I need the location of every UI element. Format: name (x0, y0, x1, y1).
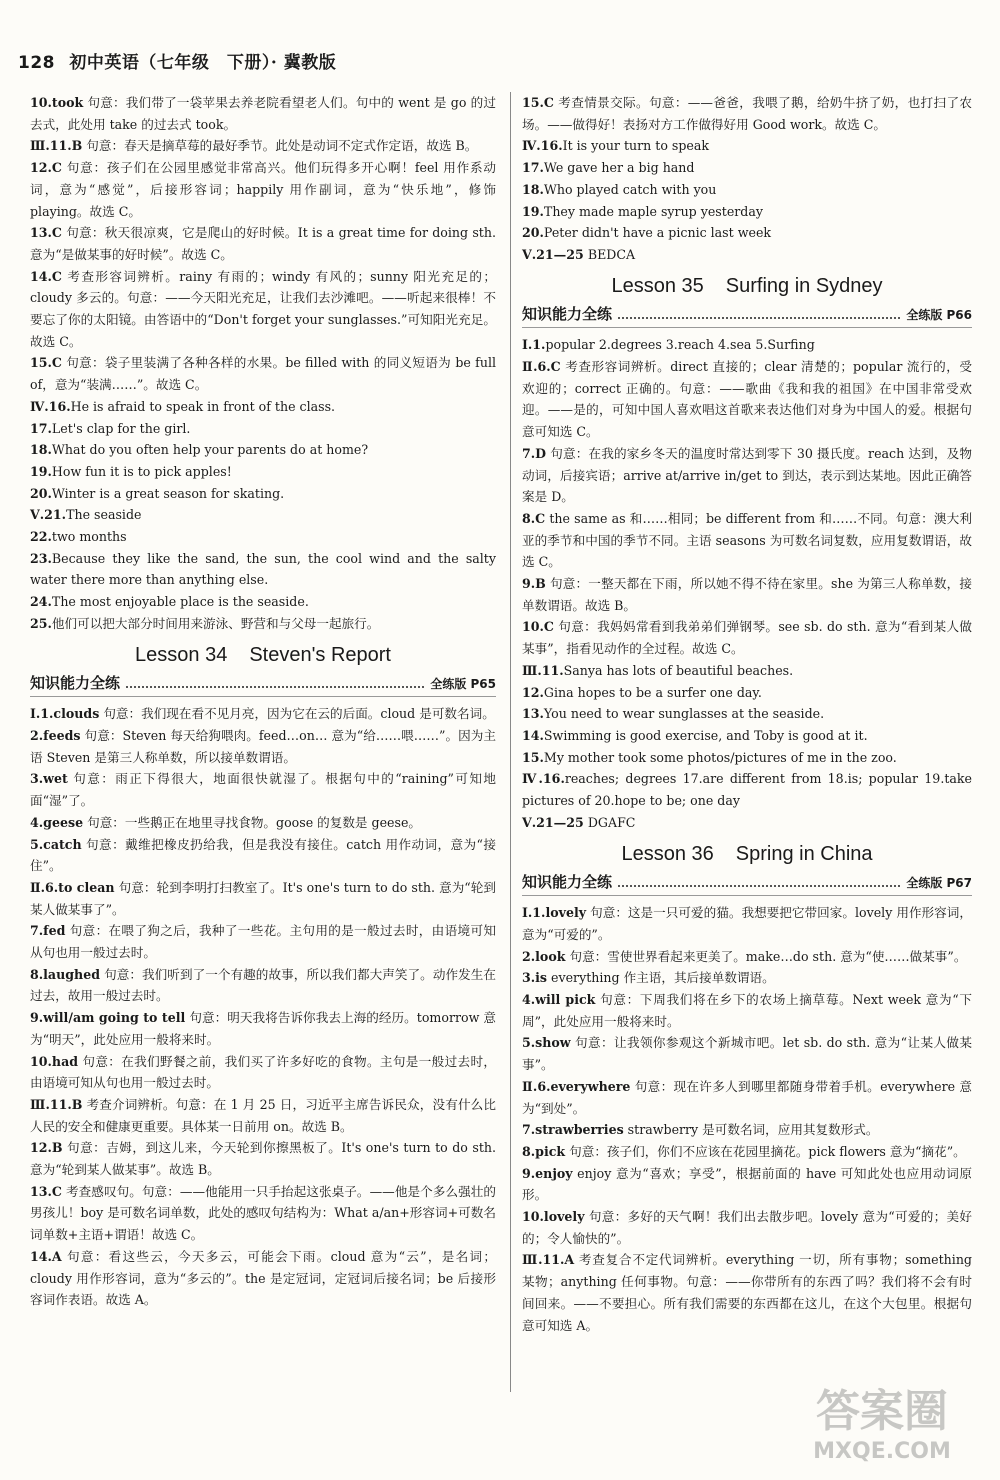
answer-explanation: popular 2.degrees 3.reach 4.sea 5.Surfing (545, 337, 815, 353)
answer-item (30, 504, 496, 526)
answer-explanation: 句意：袋子里装满了各种各样的水果。be filled with 的同义短语为 be full of，意为“装满……”。故选 C。 (30, 355, 496, 393)
answer-item (30, 135, 496, 157)
answer-explanation: 考查感叹句。句意：——他能用一只手抬起这张桌子。——他是个多么强壮的男孩儿！boy 是可数名词单数，此处的感叹句结构为：What a/an+形容词+可数名词单数+主语+谓语！故选 C。 (30, 1183, 496, 1243)
answer-explanation: 句意：轮到李明打扫教室了。It's one's turn to do sth. 意为“轮到某人做某事了”。 (30, 879, 496, 917)
answer-key: 7.strawberries (522, 1122, 624, 1138)
answer-explanation: 句意：春天是摘草莓的最好季节。此处是动词不定式作定语，故选 B。 (82, 138, 478, 154)
answer-item (522, 946, 972, 968)
answer-key: 4.will pick (522, 992, 596, 1008)
answer-item (30, 439, 496, 461)
answer-key: 10.took (30, 95, 84, 110)
answer-item (522, 660, 972, 682)
answer-key: 23. (30, 550, 52, 566)
answer-item (522, 616, 972, 659)
lesson-heading (522, 840, 972, 868)
answer-explanation: 句意：在喂了狗之后，我种了一些花。主句用的是一般过去时，由语境可知从句也用一般过去时。 (30, 923, 496, 961)
answer-key: 13.C (30, 1183, 62, 1199)
answer-key: 17. (30, 420, 52, 436)
answer-item (30, 1007, 496, 1050)
answer-explanation: Let's clap for the girl. (51, 420, 191, 436)
answer-explanation: Swimming is good exercise, and Toby is good at it. (543, 727, 868, 743)
answer-key: 24. (30, 594, 52, 610)
answer-item (522, 768, 972, 811)
section-header (522, 304, 972, 329)
answer-key: 8.pick (522, 1143, 566, 1159)
answer-key: 2.look (522, 948, 566, 964)
answer-key: Ⅲ.11. (522, 662, 564, 678)
answer-key: Ⅴ.21—25 (522, 814, 584, 830)
answer-item (522, 682, 972, 704)
answer-key: 25. (30, 615, 52, 631)
answer-item (30, 768, 496, 811)
answer-key: Ⅱ.6.C (522, 359, 561, 375)
answer-explanation: 句意：雪使世界看起来更美了。make…do sth. 意为“使……做某事”。 (565, 948, 967, 964)
answer-item (30, 591, 496, 613)
answer-key: 20. (522, 225, 544, 241)
answer-explanation: 句意：看这些云，今天多云，可能会下雨。cloud 意为“云”，是名词；cloudy 用作形容词，意为“多云的”。the 是定冠词，定冠词后接名词；be 后接形容词作表语。故选 A。 (30, 1248, 497, 1308)
answer-explanation: 他们可以把大部分时间用来游泳、野营和与父母一起旅行。 (51, 615, 380, 631)
answer-item (522, 1206, 972, 1249)
answer-key: Ⅳ.16. (30, 398, 71, 414)
answer-key: 8.laughed (30, 966, 101, 982)
answer-key: 5.catch (30, 836, 82, 852)
answer-item (522, 356, 972, 443)
lesson-title: Steven's Report (249, 643, 391, 666)
answer-explanation: Winter is a great season for skating. (51, 485, 285, 501)
page-header (18, 48, 336, 73)
answer-key: Ⅰ.1.lovely (522, 905, 587, 921)
answer-item (522, 812, 972, 834)
answer-item (522, 157, 972, 179)
answer-explanation: 句意：让我领你参观这个新城市吧。let sb. do sth. 意为“让某人做某事”。 (522, 1035, 972, 1073)
answer-explanation: It is your turn to speak (562, 138, 710, 154)
answer-explanation: How fun it is to pick apples! (51, 463, 232, 479)
answer-key: 12.C (30, 160, 62, 176)
answer-key: 10.C (522, 619, 554, 635)
answer-key: 12. (522, 684, 544, 700)
lesson-title: Spring in China (735, 842, 873, 865)
answer-key: 14.C (30, 268, 62, 284)
answer-explanation: 句意：我们带了一袋苹果去养老院看望老人们。句中的 went 是 go 的过去式，此处用 take 的过去式 took。 (30, 95, 496, 132)
lesson-number: Lesson 35 (611, 274, 704, 297)
answer-item (30, 834, 496, 877)
answer-key: 22. (30, 529, 52, 545)
answer-explanation: the same as 和……相同；be different from 和……不同。句意：澳大利亚的季节和中国的季节不同。主语 seasons 为可数名词复数，应用复数谓语，故选 C。 (522, 510, 972, 570)
answer-key: 13. (522, 706, 544, 722)
answer-key: 18. (522, 181, 544, 197)
answer-item (30, 352, 496, 395)
answer-item (30, 1181, 496, 1246)
answer-item (30, 812, 496, 834)
answer-key: 17. (522, 160, 544, 176)
answer-item (30, 92, 496, 135)
answer-explanation: The most enjoyable place is the seaside. (51, 594, 309, 610)
answer-key: 8.C (522, 510, 546, 526)
page-reference: 全练版 P67 (906, 875, 972, 890)
answer-key: Ⅳ.16. (522, 138, 563, 154)
answer-item (30, 548, 496, 591)
answer-key: 4.geese (30, 814, 84, 830)
answer-item (522, 703, 972, 725)
answer-item (30, 222, 496, 265)
leader-dots (126, 686, 424, 688)
answer-item (522, 1119, 972, 1141)
answer-item (522, 443, 972, 508)
answer-explanation: The seaside (66, 507, 142, 523)
answer-explanation: We gave her a big hand (543, 160, 695, 176)
watermark-logo (782, 1376, 982, 1466)
answer-key: 10.had (30, 1053, 79, 1069)
answer-explanation: Peter didn't have a picnic last week (543, 225, 772, 241)
answer-item (522, 725, 972, 747)
answer-key: 10.lovely (522, 1209, 585, 1225)
lesson-number: Lesson 36 (621, 842, 714, 865)
answer-explanation: 句意：一整天都在下雨，所以她不得不待在家里。she 为第三人称单数，接单数谓语。故选 B。 (522, 576, 972, 613)
answer-item (30, 157, 496, 222)
answer-key: Ⅴ.21—25 (522, 246, 584, 262)
answer-key: Ⅰ.1. (522, 337, 546, 353)
answer-explanation: two months (51, 529, 127, 545)
section-header (522, 872, 972, 897)
answer-item (522, 902, 972, 945)
answer-explanation: 考查复合不定代词辨析。everything 一切，所有事物；something 某物；anything 任何事物。句意：——你带所有的东西了吗？我们将不会有时间回来。——不要担心。所有我们需要的东西都在这儿，在这个大包里。根据句意可知选 A。 (522, 1252, 972, 1333)
answer-key: Ⅳ.16. (522, 771, 565, 787)
lesson-title: Surfing in Sydney (725, 274, 883, 297)
answer-explanation: 句意：我们现在看不见月亮，因为它在云的后面。cloud 是可数名词。 (99, 706, 495, 722)
page-reference: 全练版 P65 (430, 676, 496, 691)
answer-explanation: Because they like the sand, the sun, the cool wind and the salty water there more than anything else. (30, 550, 496, 588)
answer-explanation: Gina hopes to be a surfer one day. (543, 684, 762, 700)
answer-item (522, 747, 972, 769)
answer-explanation: 考查介词辨析。句意：在 1 月 25 日，习近平主席告诉民众，没有什么比人民的安全和健康更重要。具体某一日前用 on。故选 B。 (30, 1096, 496, 1134)
lesson-number: Lesson 34 (135, 643, 228, 666)
answer-explanation: 句意：雨正下得很大，地面很快就湿了。根据句中的“raining”可知地面“湿”了。 (30, 771, 496, 809)
answer-explanation: DGAFC (583, 814, 636, 830)
answer-item (522, 967, 972, 989)
leader-dots (618, 885, 900, 887)
answer-item (30, 526, 496, 548)
answer-item (30, 920, 496, 963)
answer-item (30, 418, 496, 440)
answer-key: 9.B (522, 576, 546, 592)
answer-explanation: Who played catch with you (543, 181, 717, 197)
answer-item (522, 222, 972, 244)
right-column (522, 92, 972, 1336)
answer-explanation: My mother took some photos/pictures of me in the zoo. (543, 749, 897, 765)
answer-explanation: 句意：多好的天气啊！我们出去散步吧。lovely 意为“可爱的；美好的；令人愉快的”。 (522, 1209, 972, 1246)
answer-item (30, 1137, 496, 1180)
answer-item (30, 1246, 496, 1311)
answer-item (30, 461, 496, 483)
answer-explanation: He is afraid to speak in front of the class. (70, 398, 336, 414)
answer-item (522, 92, 972, 135)
answer-key: 2.feeds (30, 727, 81, 743)
answer-item (30, 1094, 496, 1137)
answer-item (522, 1141, 972, 1163)
answer-explanation: 句意：戴维把橡皮扔给我，但是我没有接住。catch 用作动词，意为“接住”。 (30, 836, 496, 874)
answer-key: 7.fed (30, 923, 66, 939)
page-number: 128 (18, 53, 55, 73)
answer-explanation: reaches; degrees 17.are different from 18.is; popular 19.take pictures of 20.hope to be; one day (522, 771, 972, 809)
answer-item (30, 266, 496, 353)
answer-key: 15.C (522, 95, 554, 110)
answer-explanation: They made maple syrup yesterday (543, 203, 763, 219)
answer-key: 3.is (522, 970, 548, 986)
section-title: 知识能力全练 (30, 673, 121, 692)
answer-item (522, 135, 972, 157)
answer-explanation: 考查情景交际。句意：——爸爸，我喂了鹅，给奶牛挤了奶，也打扫了农场。——做得好！表扬对方工作做得好用 Good work。故选 C。 (522, 95, 972, 132)
answer-item (522, 1163, 972, 1206)
column-divider (510, 92, 511, 1392)
answer-key: 13.C (30, 225, 62, 241)
answer-explanation: everything 作主语，其后接单数谓语。 (547, 970, 775, 986)
answer-explanation: What do you often help your parents do at home? (51, 442, 369, 458)
watermark-sub: MXQE.COM (813, 1439, 951, 1464)
answer-explanation: Sanya has lots of beautiful beaches. (563, 662, 794, 678)
answer-item (30, 703, 496, 725)
watermark-text: 答案圈 (816, 1386, 948, 1437)
section-title: 知识能力全练 (522, 872, 613, 891)
answer-key: 19. (30, 463, 52, 479)
answer-explanation: BEDCA (583, 246, 636, 262)
answer-explanation: 句意：孩子们，你们不应该在花园里摘花。pick flowers 意为“摘花”。 (565, 1143, 966, 1159)
answer-explanation: 考查形容词辨析。rainy 有雨的；windy 有风的；sunny 阳光充足的；cloudy 多云的。句意：——今天阳光充足，让我们去沙滩吧。——听起来很棒！不要忘了你的太阳镜。由答语中的“Don't forget your sunglasses.”可知阳光充足。故选 C。 (30, 268, 496, 349)
left-column (30, 92, 496, 1311)
answer-explanation: 句意：Steven 每天给狗喂肉。feed…on… 意为“给……喂……”。因为主语 Steven 是第三人称单数，所以接单数谓语。 (30, 727, 496, 765)
answer-item (522, 1076, 972, 1119)
answer-item (522, 508, 972, 573)
answer-key: 14. (522, 727, 544, 743)
answer-key: 3.wet (30, 771, 68, 787)
answer-explanation: 句意：在我的家乡冬天的温度时常达到零下 30 摄氏度。reach 达到，及物动词，后接宾语；arrive at/arrive in/get to 到达，表示到达某地。因此正确答案是 D。 (522, 445, 972, 505)
answer-item (522, 244, 972, 266)
section-title: 知识能力全练 (522, 304, 613, 323)
answer-key: 15. (522, 749, 544, 765)
answer-explanation: 考查形容词辨析。direct 直接的；clear 清楚的；popular 流行的，受欢迎的；correct 正确的。句意：——歌曲《我和我的祖国》在中国非常受欢迎。——是的，可知中国人喜欢唱这首歌来表达他们对身为中国人的爱。根据句意可知选 C。 (522, 359, 972, 440)
answer-explanation: enjoy 意为“喜欢；享受”，根据前面的 have 可知此处也应用动词原形。 (522, 1165, 972, 1203)
answer-item (30, 964, 496, 1007)
answer-explanation: strawberry 是可数名词，应用其复数形式。 (623, 1122, 879, 1138)
answer-item (30, 1051, 496, 1094)
answer-key: 7.D (522, 445, 547, 461)
answer-item (522, 201, 972, 223)
answer-key: Ⅲ.11.A (522, 1252, 575, 1268)
answer-key: 9.will/am going to tell (30, 1010, 186, 1026)
answer-explanation: 句意：现在许多人到哪里都随身带着手机。everywhere 意为“到处”。 (522, 1078, 972, 1116)
book-title: 初中英语（七年级 下册）· 冀教版 (69, 53, 337, 73)
answer-key: 9.enjoy (522, 1165, 573, 1181)
answer-item (522, 179, 972, 201)
answer-key: 18. (30, 442, 52, 458)
answer-item (30, 877, 496, 920)
answer-item (522, 1032, 972, 1075)
answer-explanation: 句意：下周我们将在乡下的农场上摘草莓。Next week 意为“下周”，此处应用一般将来时。 (522, 992, 972, 1029)
leader-dots (618, 317, 900, 319)
answer-explanation: 句意：孩子们在公园里感觉非常高兴。他们玩得多开心啊！feel 用作系动词，意为“感觉”，后接形容词；happily 用作副词，意为“快乐地”，修饰 playing。故选 C。 (30, 160, 496, 219)
answer-key: 20. (30, 485, 52, 501)
answer-key: Ⅲ.11.B (30, 138, 83, 154)
answer-key: 5.show (522, 1035, 571, 1051)
answer-explanation: 句意：我妈妈常看到我弟弟们弹钢琴。see sb. do sth. 意为“看到某人做某事”，指看见动作的全过程。故选 C。 (522, 619, 972, 657)
answer-item (30, 613, 496, 635)
answer-item (522, 334, 972, 356)
answer-item (30, 725, 496, 768)
answer-key: 12.B (30, 1140, 63, 1156)
answer-explanation: 句意：吉姆，到这儿来，今天轮到你擦黑板了。It's one's turn to do sth. 意为“轮到某人做某事”。故选 B。 (30, 1140, 496, 1178)
answer-explanation: You need to wear sunglasses at the seaside. (543, 706, 825, 722)
section-header (30, 673, 496, 698)
answer-key: 19. (522, 203, 544, 219)
answer-item (522, 573, 972, 616)
answer-explanation: 句意：秋天很凉爽，它是爬山的好时候。It is a great time for doing sth. 意为“是做某事的好时候”。故选 C。 (30, 225, 496, 262)
answer-explanation: 句意：我们听到了一个有趣的故事，所以我们都大声笑了。动作发生在过去，故用一般过去时。 (30, 966, 496, 1004)
answer-key: 14.A (30, 1248, 62, 1264)
answer-explanation: 句意：明天我将告诉你我去上海的经历。tomorrow 意为“明天”，此处应用一般将来时。 (30, 1010, 496, 1047)
lesson-heading (522, 272, 972, 300)
answer-item (30, 483, 496, 505)
answer-explanation: 句意：在我们野餐之前，我们买了许多好吃的食物。主句是一般过去时，由语境可知从句也用一般过去时。 (30, 1053, 496, 1091)
answer-item (522, 989, 972, 1032)
answer-key: Ⅴ.21. (30, 507, 67, 523)
page-reference: 全练版 P66 (906, 307, 972, 322)
lesson-heading (30, 641, 496, 669)
answer-explanation: 句意：一些鹅正在地里寻找食物。goose 的复数是 geese。 (83, 814, 422, 830)
answer-explanation: 句意：这是一只可爱的猫。我想要把它带回家。lovely 用作形容词，意为“可爱的”。 (522, 905, 972, 942)
answer-key: Ⅲ.11.B (30, 1096, 83, 1112)
answer-key: Ⅱ.6.to clean (30, 879, 115, 895)
answer-item (522, 1249, 972, 1336)
answer-key: Ⅰ.1.clouds (30, 706, 100, 722)
answer-key: Ⅱ.6.everywhere (522, 1078, 631, 1094)
answer-item (30, 396, 496, 418)
answer-key: 15.C (30, 355, 62, 371)
